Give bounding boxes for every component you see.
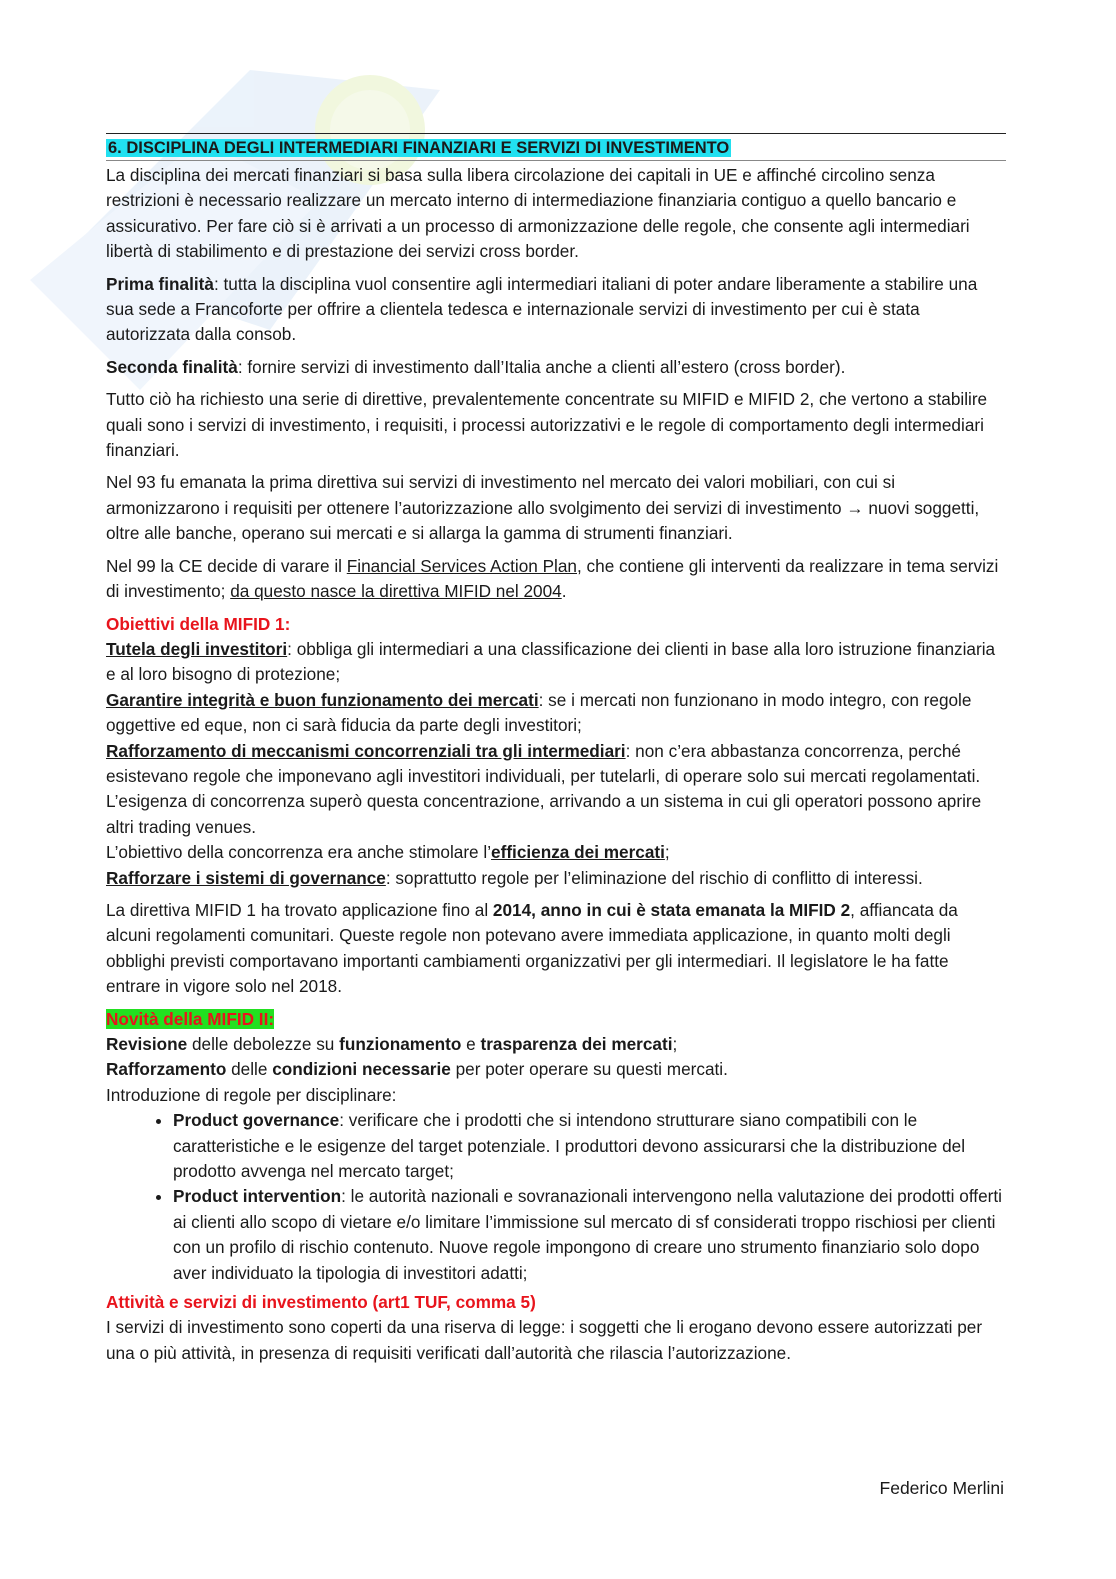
mifid2-block — [106, 1007, 1006, 1286]
mifid1-obiettivo-5: Rafforzare i sistemi di governance: soprattutto regole per l’eliminazione del rischio di conflitto di interessi. — [106, 867, 923, 888]
mifid2-line-1: Revisione delle debolezze su funzionamento e trasparenza dei mercati; — [106, 1034, 678, 1054]
heading-rule — [106, 160, 1006, 161]
direttive-paragraph: Tutto ciò ha richiesto una serie di direttive, prevalentemente concentrate su MIFID e MIFID 2, che vertono a stabilire quali sono i servizi di investimento, i requisiti, i processi autorizzativi e le regole di comportamento degli intermediari finanziari. — [106, 389, 988, 461]
mifid2-bullet-list — [106, 1108, 1006, 1286]
nel99-paragraph: Nel 99 la CE decide di varare il Financial Services Action Plan, che contiene gli interventi da realizzare in tema servizi di investimento; da questo nasce la direttiva MIFID nel 2004. — [106, 555, 999, 602]
fsap-text: Financial Services Action Plan — [346, 555, 577, 576]
mifid-2004-text: da questo nasce la direttiva MIFID nel 2004 — [230, 581, 562, 602]
intro-paragraph: La disciplina dei mercati finanziari si basa sulla libera circolazione dei capitali in UE e affinché circolino senza restrizioni è necessario realizzare un mercato interno di intermediazione finanziaria contiguo a quello bancario e assicurativo. Per fare ciò si è arrivati a un processo di armonizzazione delle regole, che consente agli intermediari libertà di stabilimento e di prestazione dei servizi cross border. — [106, 165, 970, 262]
attivita-title: Attività e servizi di investimento (art1 TUF, comma 5) — [106, 1292, 536, 1313]
prima-finalita-paragraph: Prima finalità: tutta la disciplina vuol consentire agli intermediari italiani di poter andare liberamente a stabilire una sua sede a Francoforte per offrire a clientela tedesca e internazionale servizi di investimento per cui è stata autorizzata dalla consob. — [106, 273, 978, 345]
mifid2-line-2: Rafforzamento delle condizioni necessarie per poter operare su questi mercati. — [106, 1059, 728, 1080]
attivita-block — [106, 1290, 1006, 1366]
list-item: • Product intervention: le autorità nazionali e sovranazionali intervengono nella valutazione dei prodotti offerti ai clienti allo scopo di vietare e/o limitare l’immissione sul mercato di sf considerati troppo rischiosi per clienti con un profilo di rischio contenuto. Nuove regole impongono di creare uno strumento finanziario solo dopo aver individuato la tipologia di investitori adatti; — [173, 1184, 1006, 1286]
mifid2-line-3: Introduzione di regole per disciplinare: — [106, 1084, 397, 1105]
section-heading: 6. DISCIPLINA DEGLI INTERMEDIARI FINANZIARI E SERVIZI DI INVESTIMENTO — [108, 139, 730, 157]
mifid1-applicazione-paragraph: La direttiva MIFID 1 ha trovato applicazione fino al 2014, anno in cui è stata emanata la MIFID 2, affiancata da alcuni regolamenti comunitari. Queste regole non potevano avere immediata applicazione, in quanto molti degli obblighi previsti comportavano importanti cambiamenti organizzativi per gli intermediari. Il legislatore le ha fatte entrare in vigore solo nel 2018. — [106, 899, 958, 997]
seconda-finalita-label: Seconda finalità — [106, 356, 238, 377]
document-page — [106, 133, 1006, 1366]
footer-author: Federico Merlini — [879, 1478, 1004, 1498]
mifid1-block — [106, 612, 1006, 891]
nel93-paragraph: Nel 93 fu emanata la prima direttiva sui servizi di investimento nel mercato dei valori mobiliari, con cui si armonizzarono i requisiti per ottenere l’autorizzazione allo svolgimento dei servizi di investimento → nuovi soggetti, oltre alle banche, operano sui mercati e si allarga la gamma di strumenti finanziari. — [106, 472, 980, 544]
top-rule — [106, 133, 1006, 134]
mifid1-obiettivo-3: Rafforzamento di meccanismi concorrenziali tra gli intermediari: non c’era abbastanza concorrenza, perché esistevano regole che imponevano agli investitori individuali, per tutelarli, di operare solo sui mercati regolamentati. L’esigenza di concorrenza superò questa concentrazione, arrivando a un sistema in cui gli operatori possono aprire altri trading venues. — [106, 740, 982, 837]
arrow-icon: → — [846, 497, 864, 518]
mifid1-obiettivo-4: L’obiettivo della concorrenza era anche stimolare l’efficienza dei mercati; — [106, 842, 670, 863]
attivita-text: I servizi di investimento sono coperti da una riserva di legge: i soggetti che li erogano devono essere autorizzati per una o più attività, in presenza di requisiti verificati dall’autorità che rilascia l’autorizzazione. — [106, 1317, 983, 1363]
mifid1-obiettivo-2: Garantire integrità e buon funzionamento dei mercati: se i mercati non funzionano in modo integro, con regole oggettive ed eque, non ci sarà fiducia da parte degli investitori; — [106, 689, 972, 736]
mifid1-obiettivo-1: Tutela degli investitori: obbliga gli intermediari a una classificazione dei clienti in base alla loro istruzione finanziaria e al loro bisogno di protezione; — [106, 638, 996, 685]
list-item: • Product governance: verificare che i prodotti che si intendono strutturare siano compatibili con le caratteristiche e le esigenze del target potenziale. I produttori devono assicurarsi che la distribuzione del prodotto avvenga nel mercato target; — [173, 1108, 1006, 1184]
seconda-finalita-paragraph: Seconda finalità: fornire servizi di investimento dall’Italia anche a clienti all’estero (cross border). — [106, 356, 846, 377]
mifid1-title: Obiettivi della MIFID 1: — [106, 613, 291, 634]
prima-finalita-label: Prima finalità — [106, 273, 214, 294]
mifid2-title: Novità della MIFID II: — [106, 1008, 275, 1029]
